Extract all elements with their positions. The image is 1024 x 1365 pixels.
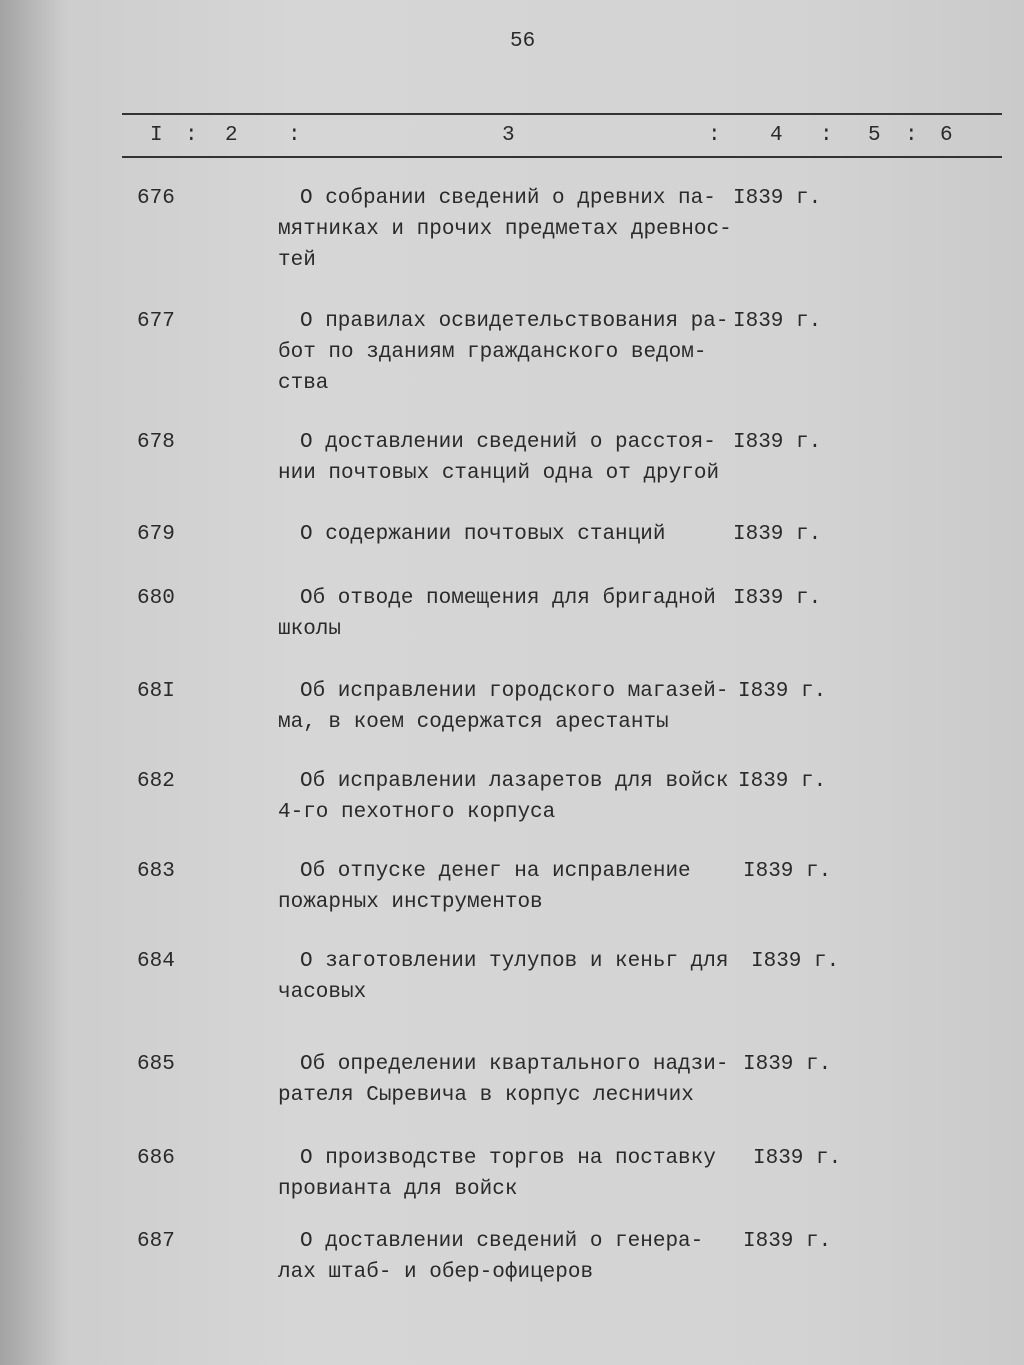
entry-number: 679: [137, 523, 175, 546]
entry-title-line: Об определении квартального надзи-: [300, 1053, 729, 1076]
entry-number: 676: [137, 187, 175, 210]
entry-year: I839 г.: [738, 770, 827, 793]
entry-title: [278, 519, 738, 550]
entry-title-line: лах штаб- и обер-офицеров: [278, 1261, 594, 1284]
page-fold-shadow: [0, 0, 70, 1365]
col-2: 2: [225, 124, 238, 147]
entry-title-line: пожарных инструментов: [278, 891, 543, 914]
entry-number: 686: [137, 1147, 175, 1170]
entry-title-line: рателя Сыревича в корпус лесничих: [278, 1084, 694, 1107]
entry-title-line: провианта для войск: [278, 1178, 518, 1201]
entry-year: I839 г.: [733, 187, 822, 210]
col-3: 3: [502, 124, 515, 147]
entry-title-line: О заготовлении тулупов и кеньг для: [300, 950, 729, 973]
entry-title-line: ства: [278, 372, 329, 395]
entry-title-line: тей: [278, 249, 316, 272]
entry-title-line: О доставлении сведений о генера-: [300, 1230, 704, 1253]
col-5: 5: [868, 124, 881, 147]
entry-title: [278, 856, 738, 918]
col-6: 6: [940, 124, 953, 147]
col-4: 4: [770, 124, 783, 147]
entry-year: I839 г.: [743, 1230, 832, 1253]
entry-title-line: ма, в коем содержатся арестанты: [278, 711, 669, 734]
entry-year: I839 г.: [753, 1147, 842, 1170]
entry-title-line: Об исправлении лазаретов для войск: [300, 770, 729, 793]
entry-title: [278, 766, 738, 828]
entry-title-line: Об отпуске денег на исправление: [300, 860, 691, 883]
col-sep: :: [905, 124, 918, 147]
entry-number: 687: [137, 1230, 175, 1253]
entry-number: 678: [137, 431, 175, 454]
entry-number: 680: [137, 587, 175, 610]
entry-title-line: 4-го пехотного корпуса: [278, 801, 556, 824]
entry-number: 684: [137, 950, 175, 973]
entry-year: I839 г.: [743, 1053, 832, 1076]
entry-year: I839 г.: [733, 523, 822, 546]
entry-year: I839 г.: [751, 950, 840, 973]
entry-title-line: мятниках и прочих предметах древнос-: [278, 218, 732, 241]
entry-year: I839 г.: [733, 431, 822, 454]
entry-number: 68I: [137, 680, 175, 703]
entry-title: [278, 946, 738, 1008]
entry-title-line: часовых: [278, 981, 367, 1004]
entry-title: [278, 676, 738, 738]
entry-title: [278, 1049, 738, 1111]
col-1: I: [150, 124, 163, 147]
entry-title-line: бот по зданиям гражданского ведом-: [278, 341, 707, 364]
entry-year: I839 г.: [738, 680, 827, 703]
entry-number: 683: [137, 860, 175, 883]
col-sep: :: [820, 124, 833, 147]
header-top-rule: [122, 113, 1002, 115]
entry-year: I839 г.: [733, 587, 822, 610]
entry-title-line: О правилах освидетельствования ра-: [300, 310, 729, 333]
col-sep: :: [708, 124, 721, 147]
entry-title: [278, 1143, 738, 1205]
entry-title-line: нии почтовых станций одна от другой: [278, 462, 720, 485]
col-sep: :: [185, 124, 198, 147]
entry-title-line: О доставлении сведений о расстоя-: [300, 431, 716, 454]
entry-title-line: школы: [278, 618, 342, 641]
entry-number: 682: [137, 770, 175, 793]
entry-title-line: О производстве торгов на поставку: [300, 1147, 716, 1170]
entry-number: 685: [137, 1053, 175, 1076]
entry-year: I839 г.: [733, 310, 822, 333]
page-number: 56: [510, 30, 536, 53]
entry-year: I839 г.: [743, 860, 832, 883]
entry-title-line: Об отводе помещения для бригадной: [300, 587, 716, 610]
entry-title: [278, 583, 738, 645]
entry-title-line: О содержании почтовых станций: [300, 523, 666, 546]
entry-title: [278, 427, 738, 489]
entry-title: [278, 1226, 738, 1288]
entry-title: [278, 306, 738, 399]
col-sep: :: [288, 124, 301, 147]
entry-title: [278, 183, 738, 276]
header-bottom-rule: [122, 156, 1002, 158]
entry-title-line: О собрании сведений о древних па-: [300, 187, 716, 210]
entry-title-line: Об исправлении городского магазей-: [300, 680, 729, 703]
entry-number: 677: [137, 310, 175, 333]
